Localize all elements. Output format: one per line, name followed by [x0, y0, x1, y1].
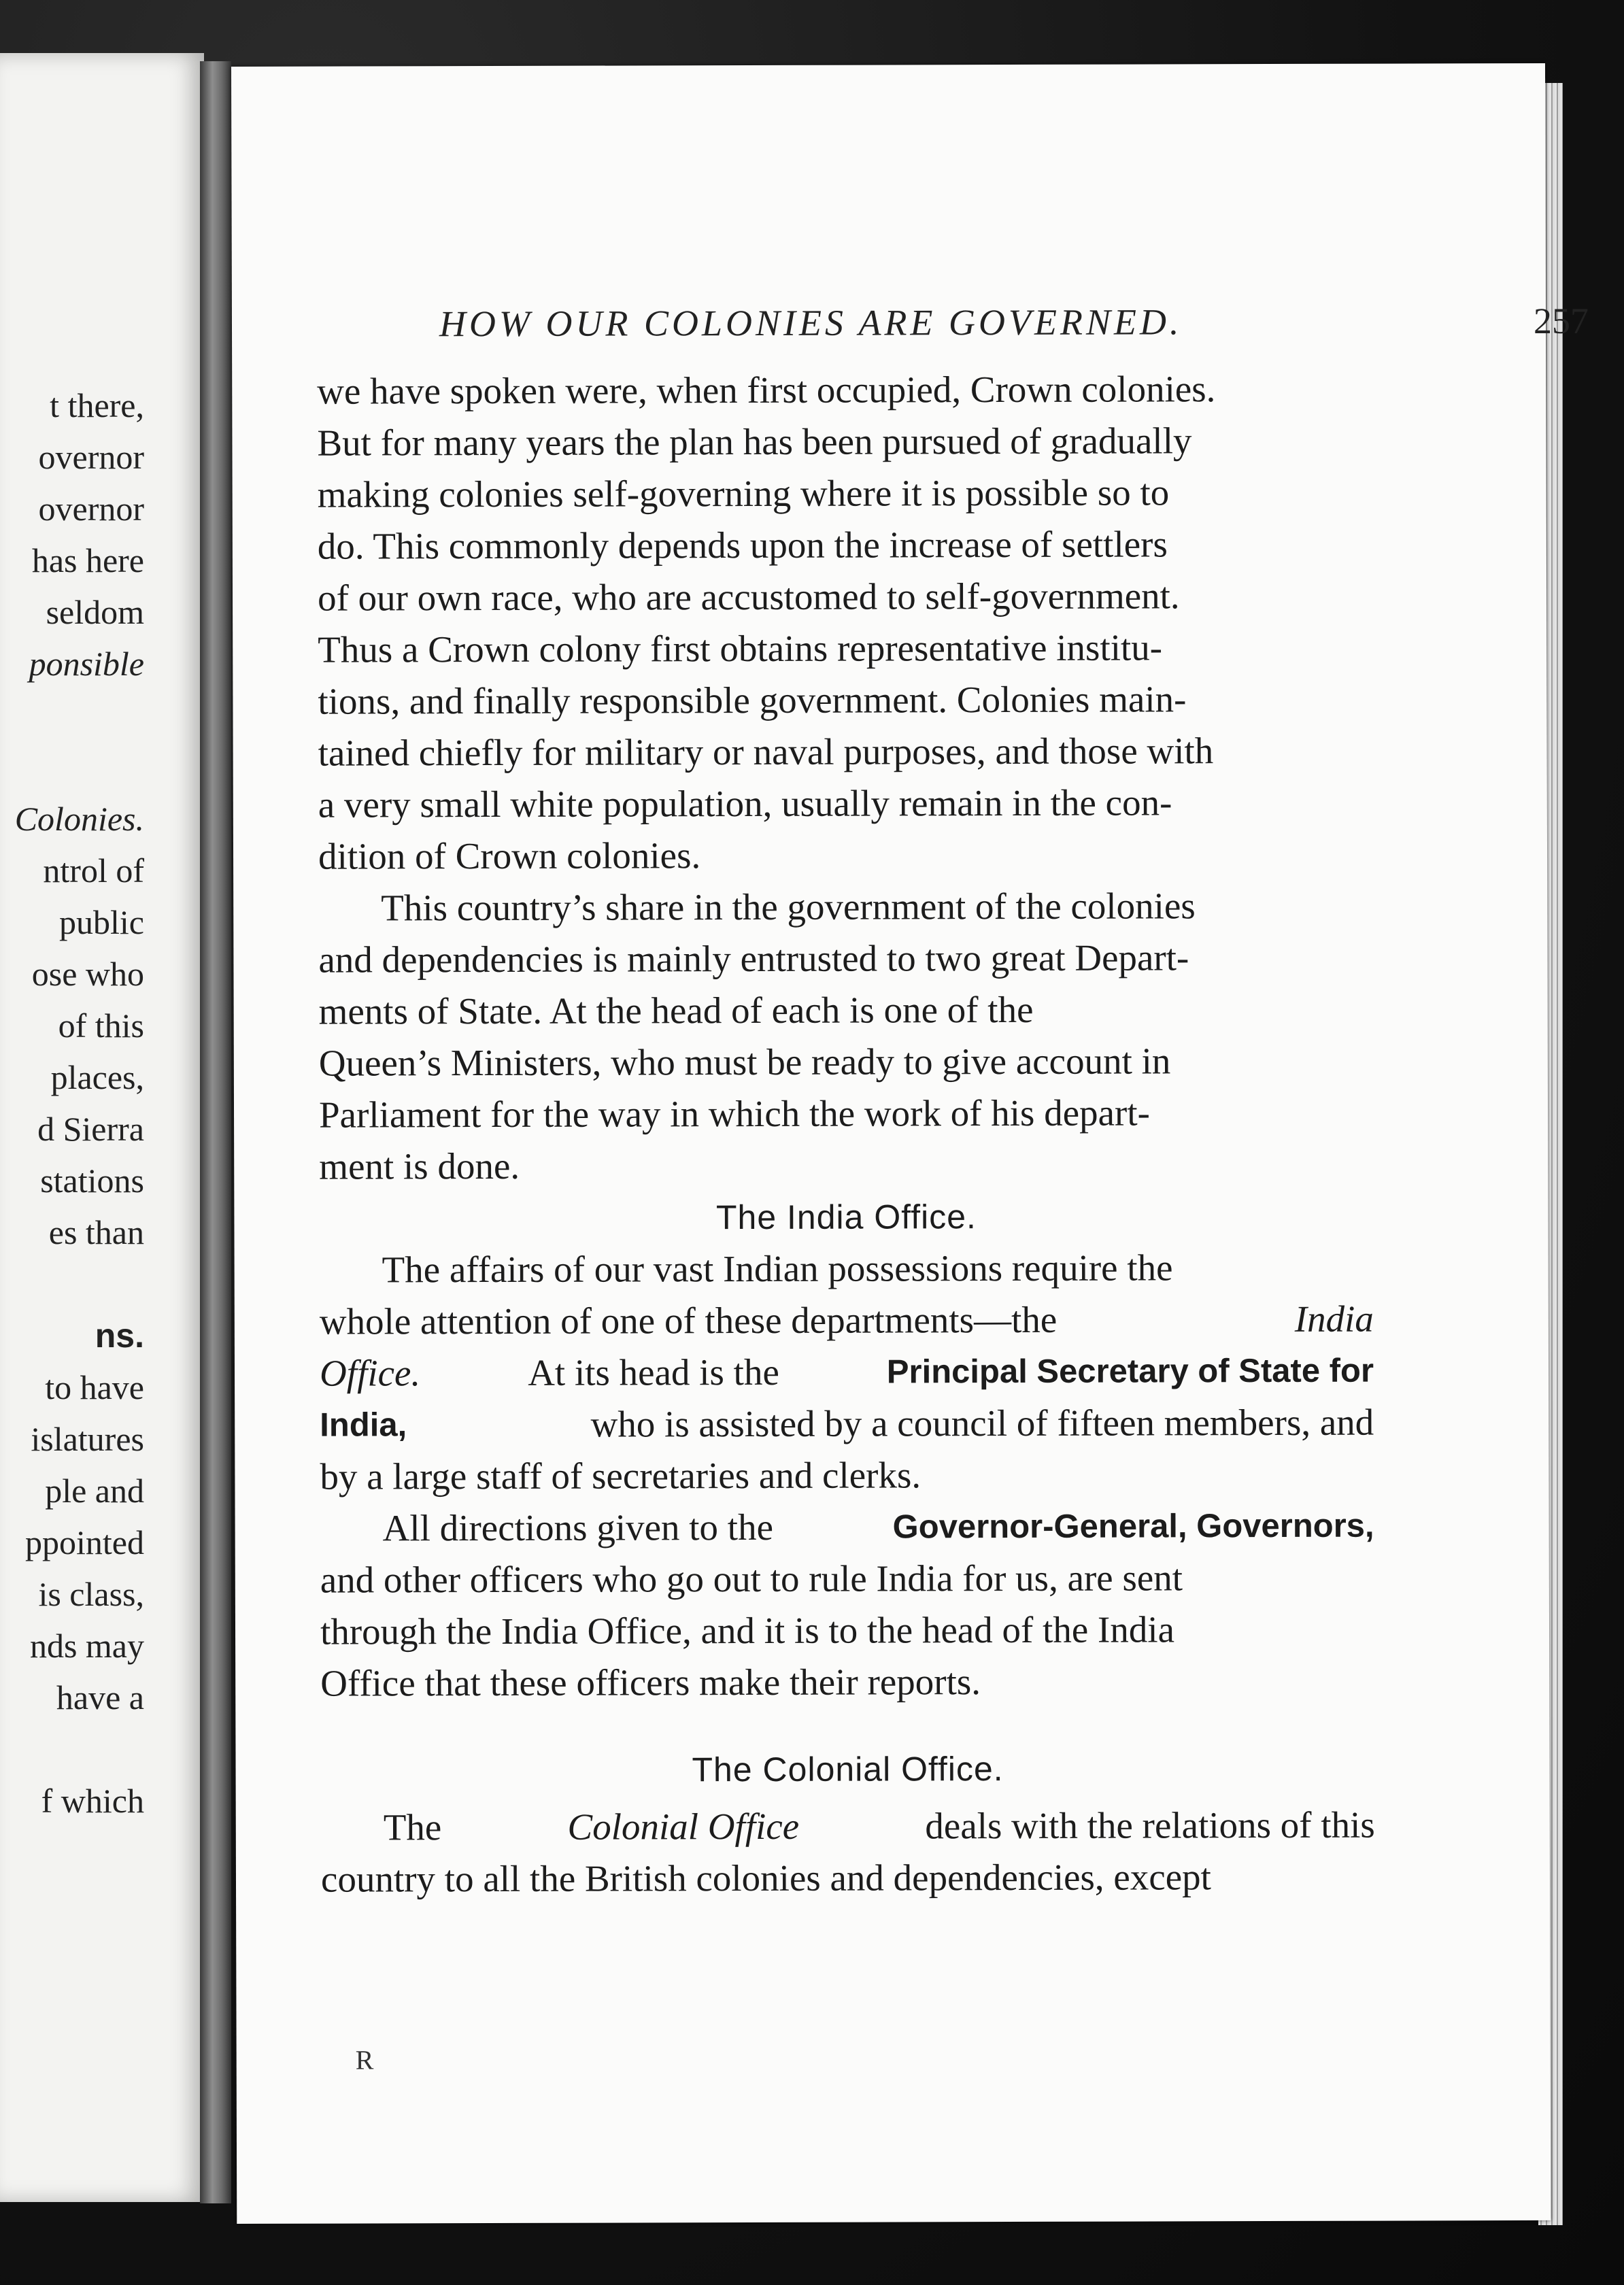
section-heading-colonial-office: The Colonial Office. [692, 1750, 1004, 1789]
bold-term: Governor-General, Governors, [892, 1507, 1374, 1546]
text-line: Queen’s Ministers, who must be ready to give account in [318, 1040, 1171, 1084]
left-page-fragment: ppointed [25, 1523, 144, 1561]
paragraph [320, 1242, 1374, 1503]
left-page-fragment: ns. [95, 1317, 144, 1355]
paragraph [318, 880, 1373, 1193]
left-page-fragment: stations [40, 1162, 144, 1200]
text-line: do. This commonly depends upon the increase of settlers [317, 523, 1168, 567]
left-page-fragment: nds may [29, 1627, 144, 1665]
text-line: Office. At its head is the Principal Secretary of State for [320, 1345, 1374, 1400]
italic-term: India [1294, 1298, 1374, 1340]
text-line: dition of Crown colonies. [318, 834, 701, 877]
text-line: India, who is assisted by a council of fifteen members, and [320, 1397, 1374, 1451]
left-page-fragment: overnor [38, 438, 144, 476]
left-page-fragment: ponsible [29, 645, 144, 683]
left-page-fragment: has here [31, 541, 144, 579]
book-page [231, 63, 1589, 2224]
text-line: Parliament for the way in which the work of his depart- [318, 1091, 1150, 1136]
text-line: But for many years the plan has been pursued of gradually [317, 420, 1192, 464]
left-page-fragment: public [59, 903, 144, 941]
text-line: tions, and finally responsible government. Colonies main- [318, 678, 1187, 722]
left-page-fragment: f which [41, 1782, 144, 1820]
text-line: through the India Office, and it is to the head of the India [320, 1608, 1175, 1653]
left-page-fragment: places, [50, 1058, 144, 1096]
left-page-fragment: ntrol of [43, 851, 144, 890]
text-line: Thus a Crown colony first obtains representative institu- [318, 626, 1163, 671]
text-line: and other officers who go out to rule India for us, are sent [320, 1557, 1183, 1601]
left-page-fragment: t there, [50, 386, 144, 424]
left-page-fragment: es than [48, 1213, 144, 1251]
left-page-fragment: Colonies. [14, 800, 144, 838]
italic-term: Office. [319, 1352, 421, 1394]
book-gutter [200, 61, 231, 2203]
paragraph [321, 1799, 1375, 1906]
bold-term: Principal Secretary of State for [886, 1352, 1374, 1391]
text-line: ments of State. At the head of each is one of the [318, 988, 1034, 1032]
page-number: 257 [1533, 300, 1589, 341]
text-line: whole attention of one of these departments—the India [320, 1293, 1374, 1348]
left-page-fragment: overnor [38, 490, 144, 528]
text-line: The affairs of our vast Indian possessions require the [382, 1247, 1173, 1291]
italic-term: Colonial Office [567, 1805, 800, 1848]
left-page-fragment: ose who [31, 955, 144, 993]
text-line: ment is done. [319, 1145, 520, 1187]
left-page-fragment: to have [45, 1368, 144, 1406]
left-page-fragment: d Sierra [37, 1110, 144, 1148]
left-page-fragment: ple and [45, 1472, 144, 1510]
left-page-fragment: islatures [31, 1420, 144, 1458]
text-line: tained chiefly for military or naval purposes, and those with [318, 730, 1214, 774]
bold-term: India, [320, 1406, 407, 1444]
text-line: All directions given to the Governor-General, Governors, [320, 1500, 1374, 1555]
section-heading-india-office: The India Office. [715, 1198, 977, 1237]
paragraph [320, 1500, 1375, 1710]
text-line: Office that these officers make their reports. [320, 1661, 981, 1704]
signature-mark: R [355, 2044, 374, 2076]
running-head [439, 300, 1602, 357]
text-line: of our own race, who are accustomed to self-government. [317, 575, 1180, 619]
left-page-fragment: is class, [38, 1575, 144, 1613]
left-page-fragment: seldom [46, 593, 144, 631]
left-page-fragment: have a [56, 1678, 144, 1716]
text-line: we have spoken were, when first occupied, Crown colonies. [317, 368, 1216, 412]
left-page-fragment: of this [58, 1006, 144, 1045]
left-facing-page [0, 53, 204, 2202]
text-line: a very small white population, usually remain in the con- [318, 781, 1172, 826]
paragraph [317, 363, 1372, 883]
body-text [317, 363, 1375, 1906]
running-title: HOW OUR COLONIES ARE GOVERNED. [439, 301, 1183, 345]
text-line: and dependencies is mainly entrusted to two great Depart- [318, 936, 1189, 981]
text-line: The Colonial Office deals with the relations of this [321, 1799, 1375, 1854]
text-line: making colonies self-governing where it is possible so to [317, 471, 1170, 515]
text-line: by a large staff of secretaries and clerks. [320, 1454, 921, 1497]
text-line: country to all the British colonies and dependencies, except [320, 1856, 1211, 1900]
text-line: This country’s share in the government of the colonies [381, 885, 1196, 929]
